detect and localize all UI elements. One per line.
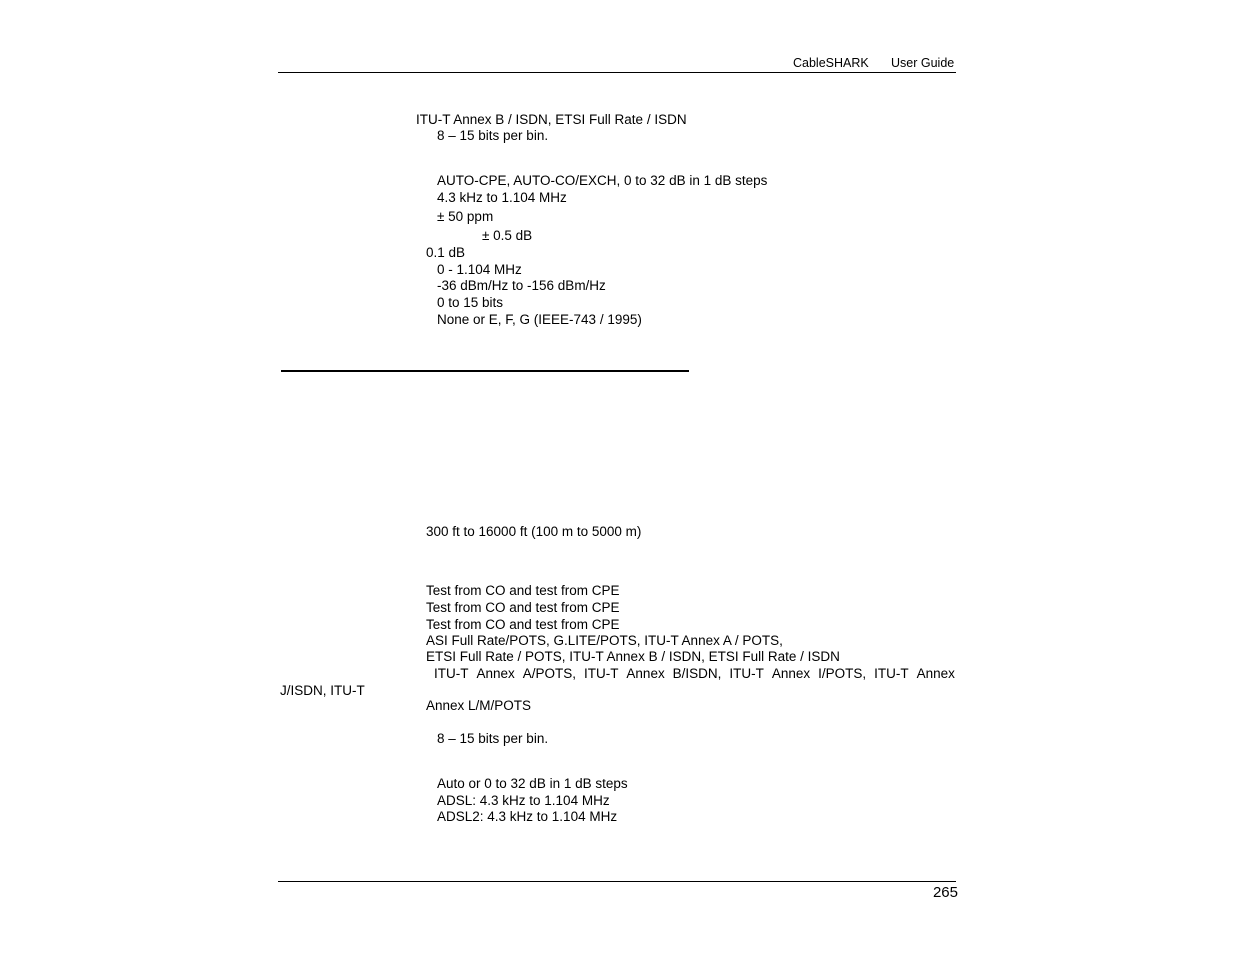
section-divider <box>281 370 689 372</box>
spec-line: Test from CO and test from CPE <box>426 617 620 632</box>
spec-line: ITU-T Annex B / ISDN, ETSI Full Rate / ISDN <box>416 112 687 127</box>
spec-line: 300 ft to 16000 ft (100 m to 5000 m) <box>426 524 642 539</box>
word: I/POTS, <box>818 666 867 681</box>
word: ITU-T <box>729 666 764 681</box>
spec-line: Test from CO and test from CPE <box>426 583 620 598</box>
word: ITU-T <box>874 666 909 681</box>
spec-line: 0 to 15 bits <box>437 295 504 310</box>
spec-line: -36 dBm/Hz to -156 dBm/Hz <box>437 278 606 293</box>
word: Annex <box>771 666 811 681</box>
page-number: 265 <box>932 884 958 901</box>
spec-line: 8 – 15 bits per bin. <box>437 128 549 143</box>
spec-line: ADSL2: 4.3 kHz to 1.104 MHz <box>437 809 618 824</box>
justified-line <box>434 666 955 682</box>
spec-line: 8 – 15 bits per bin. <box>437 731 549 746</box>
word: ITU-T <box>434 666 469 681</box>
spec-line: 0.1 dB <box>426 245 466 260</box>
spec-line: ADSL: 4.3 kHz to 1.104 MHz <box>437 793 610 808</box>
spec-line: 0 - 1.104 MHz <box>437 262 522 277</box>
spec-line: None or E, F, G (IEEE-743 / 1995) <box>437 312 642 327</box>
header-guide: User Guide <box>891 56 955 70</box>
spec-line: Auto or 0 to 32 dB in 1 dB steps <box>437 776 628 791</box>
header-product: CableSHARK <box>793 56 869 70</box>
word: A/POTS, <box>522 666 576 681</box>
spec-line: ± 50 ppm <box>437 209 494 224</box>
footer-rule <box>278 881 956 882</box>
spec-line: Annex L/M/POTS <box>426 698 532 713</box>
spec-line: ASI Full Rate/POTS, G.LITE/POTS, ITU-T Annex A / POTS, <box>426 633 783 648</box>
spec-line: AUTO-CPE, AUTO-CO/EXCH, 0 to 32 dB in 1 dB steps <box>437 173 768 188</box>
spec-line: Test from CO and test from CPE <box>426 600 620 615</box>
header-rule <box>278 72 956 73</box>
word: Annex <box>916 666 955 681</box>
spec-line: J/ISDN, ITU-T <box>280 683 365 698</box>
word: ITU-T <box>583 666 619 681</box>
spec-line: ETSI Full Rate / POTS, ITU-T Annex B / ISDN, ETSI Full Rate / ISDN <box>426 649 840 664</box>
spec-line: ± 0.5 dB <box>482 228 533 243</box>
word: Annex <box>626 666 665 681</box>
word: Annex <box>476 666 515 681</box>
word: B/ISDN, <box>672 666 722 681</box>
spec-line: 4.3 kHz to 1.104 MHz <box>437 190 567 205</box>
